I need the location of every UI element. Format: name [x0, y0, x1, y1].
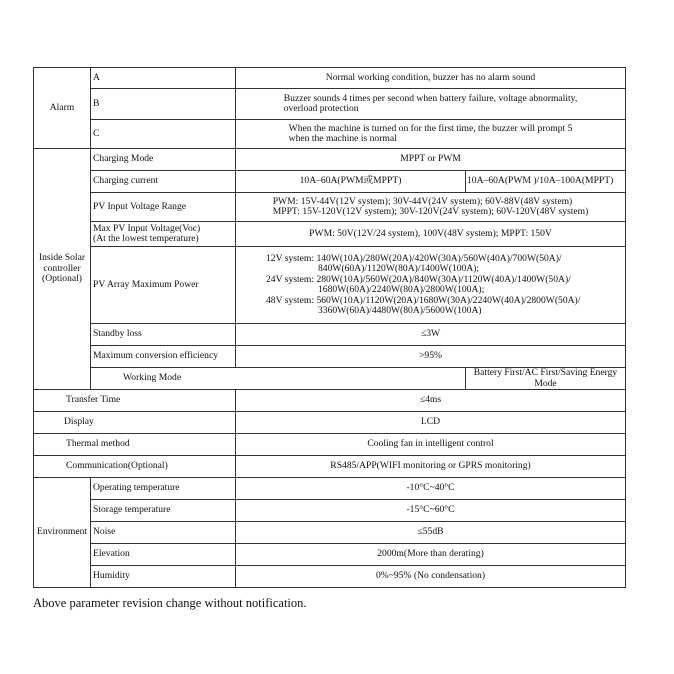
- pv-input-line2: MPPT: 15V-120V(12V system); 30V-120V(24V system); 60V-120V(48V system): [272, 206, 589, 217]
- transfer-time-label: Transfer Time: [34, 390, 236, 412]
- alarm-a-value: Normal working condition, buzzer has no alarm sound: [236, 68, 626, 89]
- communication-label: Communication(Optional): [34, 456, 236, 478]
- storage-temp-row: [34, 500, 626, 522]
- max-pv-label-line2: (At the lowest temperature): [93, 233, 199, 244]
- working-mode-value: Battery First/AC First/Saving Energy Mode: [466, 368, 626, 390]
- footnote: Above parameter revision change without notification.: [33, 596, 307, 610]
- standby-row: [34, 324, 626, 346]
- alarm-c-value: [236, 120, 626, 149]
- pv-input-line1: PWM: 15V-44V(12V system); 30V-44V(24V system); 60V-88V(48V system): [272, 195, 573, 207]
- efficiency-label: Maximum conversion efficiency: [91, 346, 236, 368]
- charging-mode-value: MPPT or PWM: [236, 149, 626, 171]
- display-value: LCD: [236, 412, 626, 434]
- pv-array-line5: 48V system: 560W(10A)/1120W(20A)/1680W(30A)/2240W(40A)/2800W(50A)/: [266, 294, 581, 306]
- alarm-c-label: C: [91, 120, 236, 149]
- transfer-time-row: [34, 390, 626, 412]
- elevation-label: Elevation: [91, 544, 236, 566]
- alarm-c-line2: when the machine is normal: [288, 133, 397, 144]
- pv-array-line2: 840W(60A)/1120W(80A)/1400W(100A);: [318, 263, 480, 274]
- humidity-label: Humidity: [91, 566, 236, 588]
- operating-temp-value: -10°C~40°C: [236, 478, 626, 500]
- max-pv-label: [91, 222, 236, 247]
- operating-temp-row: [34, 478, 626, 500]
- standby-value: ≤3W: [236, 324, 626, 346]
- display-label: Display: [34, 412, 236, 434]
- elevation-row: [34, 544, 626, 566]
- alarm-b-value: [236, 89, 626, 120]
- working-mode-row: [34, 368, 626, 390]
- alarm-b-label: B: [91, 89, 236, 120]
- storage-temp-value: -15°C~60°C: [236, 500, 626, 522]
- spec-table: [33, 67, 626, 588]
- alarm-group-label: Alarm: [34, 68, 91, 149]
- thermal-row: [34, 434, 626, 456]
- pv-array-line3: 24V system: 280W(10A)/560W(20A)/840W(30A)/1120W(40A)/1400W(50A)/: [266, 273, 571, 285]
- max-pv-value: PWM: 50V(12V/24 system), 100V(48V system); MPPT: 150V: [236, 222, 626, 247]
- pv-array-row: [34, 247, 626, 324]
- standby-label: Standby loss: [91, 324, 236, 346]
- pv-array-value: [236, 247, 626, 324]
- humidity-value: 0%~95% (No condensation): [236, 566, 626, 588]
- efficiency-row: [34, 346, 626, 368]
- alarm-a-label: A: [91, 68, 236, 89]
- elevation-value: 2000m(More than derating): [236, 544, 626, 566]
- communication-value: RS485/APP(WIFI monitoring or GPRS monitoring): [236, 456, 626, 478]
- alarm-row-b: [34, 89, 626, 120]
- working-mode-label: Working Mode: [91, 368, 466, 390]
- pv-input-row: [34, 193, 626, 222]
- environment-group-label: Environment: [34, 478, 91, 588]
- noise-value: ≤55dB: [236, 522, 626, 544]
- solar-group-line2: controller: [43, 262, 81, 274]
- charging-mode-row: [34, 149, 626, 171]
- display-row: [34, 412, 626, 434]
- solar-group-line1: Inside Solar: [38, 252, 86, 264]
- transfer-time-value: ≤4ms: [236, 390, 626, 412]
- charging-current-label: Charging current: [91, 171, 236, 193]
- noise-label: Noise: [91, 522, 236, 544]
- charging-current-value-left: 10A–60A(PWM或MPPT): [236, 171, 466, 193]
- max-pv-row: [34, 222, 626, 247]
- solar-group-label: [34, 149, 91, 390]
- operating-temp-label: Operating temperature: [91, 478, 236, 500]
- pv-array-line6: 3360W(60A)/4480W(80A)/5600W(100A): [318, 305, 482, 316]
- humidity-row: [34, 566, 626, 588]
- alarm-c-line1: When the machine is turned on for the first time, the buzzer will prompt 5: [288, 122, 573, 134]
- charging-current-value-right: 10A–60A(PWM )/10A–100A(MPPT): [466, 171, 626, 193]
- pv-array-line4: 1680W(60A)/2240W(80A)/2800W(100A);: [318, 284, 485, 295]
- communication-row: [34, 456, 626, 478]
- solar-group-line3: (Optional): [42, 273, 82, 285]
- thermal-label: Thermal method: [34, 434, 236, 456]
- alarm-b-line1: Buzzer sounds 4 times per second when battery failure, voltage abnormality,: [283, 92, 578, 104]
- charging-current-row: [34, 171, 626, 193]
- pv-array-line1: 12V system: 140W(10A)/280W(20A)/420W(30A)/560W(40A)/700W(50A)/: [266, 252, 562, 264]
- alarm-row-a: [34, 68, 626, 89]
- charging-mode-label: Charging Mode: [91, 149, 236, 171]
- alarm-b-line2: overload protection: [283, 103, 359, 114]
- noise-row: [34, 522, 626, 544]
- pv-array-label: PV Array Maximum Power: [91, 247, 236, 324]
- efficiency-value: >95%: [236, 346, 626, 368]
- max-pv-label-line1: Max PV Input Voltage(Voc): [93, 222, 201, 234]
- alarm-row-c: [34, 120, 626, 149]
- storage-temp-label: Storage temperature: [91, 500, 236, 522]
- pv-input-value: [236, 193, 626, 222]
- pv-input-label: PV Input Voltage Range: [91, 193, 236, 222]
- thermal-value: Cooling fan in intelligent control: [236, 434, 626, 456]
